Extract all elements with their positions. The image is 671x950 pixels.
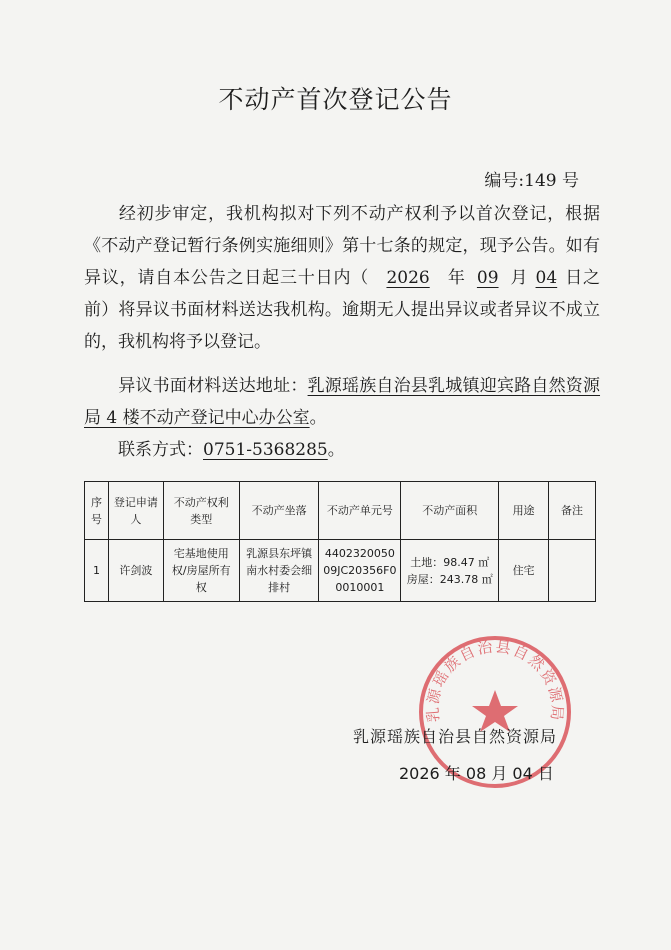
seal-text: 乳源瑶族自治县自然资源局: [423, 637, 567, 723]
objection-address-end: 。: [309, 408, 327, 428]
header-right-type: 不动产权利 类型: [163, 482, 239, 540]
header-unit-no: 不动产单元号: [319, 482, 401, 540]
area-land: 土地：98.47 ㎡: [410, 555, 490, 569]
objection-address-label: 异议书面材料送达地址：: [118, 376, 308, 396]
cell-no: 1: [85, 540, 109, 602]
objection-address: [84, 370, 600, 434]
cell-right-type: 宅基地使用权/房屋所有权: [163, 540, 239, 602]
cell-applicant: 许剑波: [108, 540, 163, 602]
deadline-day: 04: [535, 268, 558, 288]
table-row: [85, 540, 596, 602]
signature-date: 2026 年 08 月 04 日: [399, 764, 554, 783]
contact-label: 联系方式：: [118, 440, 203, 460]
cell-area: [401, 540, 499, 602]
month-char: 月: [509, 268, 529, 288]
registration-table: [84, 481, 596, 602]
header-no: 序号: [85, 482, 109, 540]
notice-paragraph: [84, 198, 600, 358]
header-location: 不动产坐落: [239, 482, 319, 540]
contact-end: 。: [327, 440, 345, 460]
document-number: 编号:149 号: [484, 171, 579, 191]
header-usage: 用途: [499, 482, 549, 540]
table-header-row: [85, 482, 596, 540]
notice-text-b: 之前）将异议书面材料送达我机构。逾期无人提出异议或者异议不成立的，我机构将予以登记。: [84, 268, 601, 352]
area-house: 房屋：243.78 ㎡: [406, 572, 493, 586]
page-title: 不动产首次登记公告: [218, 85, 453, 114]
cell-remark: [549, 540, 596, 602]
header-applicant: 登记申请人: [108, 482, 163, 540]
unit-no-text: 440232005009JC20356F00010001: [323, 547, 397, 594]
cell-unit-no: [319, 540, 401, 602]
day-char: 日: [564, 268, 584, 288]
header-area: 不动产面积: [401, 482, 499, 540]
cell-location: 乳源县东坪镇南水村委会细排村: [239, 540, 319, 602]
deadline-year: 2026: [386, 268, 430, 288]
deadline-month: 09: [476, 268, 499, 288]
cell-usage: 住宅: [499, 540, 549, 602]
contact-line: [84, 434, 600, 466]
objection-address-value: 乳源瑶族自治县乳城镇迎宾路自然资源局 4 楼不动产登记中心办公室: [84, 376, 601, 428]
signature-organization: 乳源瑶族自治县自然资源局: [353, 727, 558, 746]
year-char: 年: [447, 268, 466, 288]
contact-phone: 0751-5368285: [203, 440, 328, 460]
header-remark: 备注: [549, 482, 596, 540]
notice-text-a: 经初步审定，我机构拟对下列不动产权利予以首次登记，根据《不动产登记暂行条例实施细则》第十七条的规定，现予公告。如有异议，请自本公告之日起三十日内（: [84, 204, 600, 288]
